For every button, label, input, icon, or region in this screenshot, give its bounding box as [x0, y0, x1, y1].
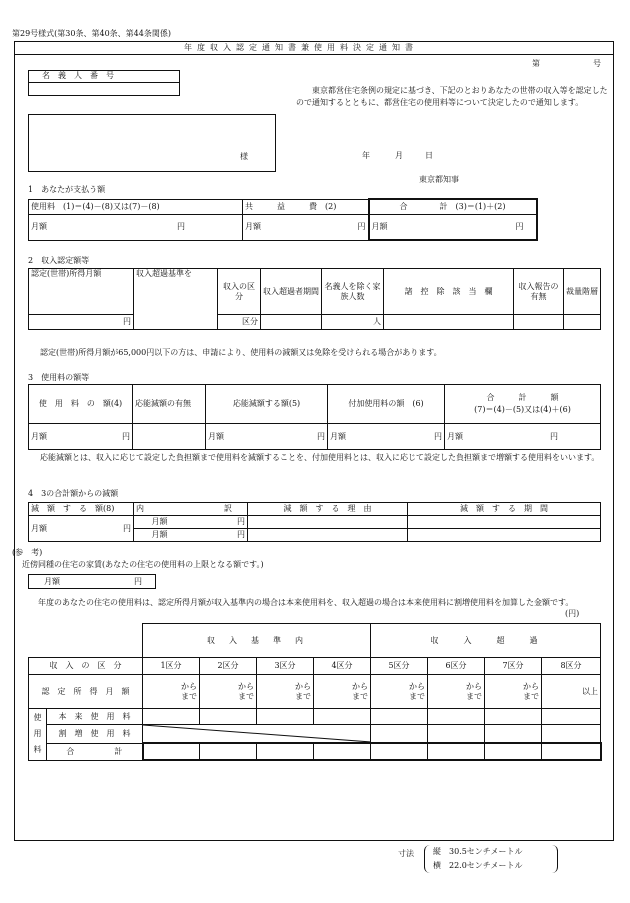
rt-k6: 6区分: [428, 658, 485, 675]
s3-h2: 応能減額の有無: [133, 385, 206, 424]
number-dai: 第: [532, 59, 540, 68]
s3-month3: 月額: [208, 431, 224, 441]
rt-r2c5: [371, 725, 428, 744]
s3-yen4: 円: [434, 431, 442, 441]
rt-made6: まで: [466, 691, 482, 701]
s3-month1: 月額: [31, 431, 47, 441]
rt-k4: 4区分: [314, 658, 371, 675]
s1-month2: 月額: [245, 222, 261, 232]
s4-sp2: [134, 529, 150, 542]
rt-r1c1: [143, 709, 200, 725]
rt-kara6: から: [466, 682, 482, 692]
s1-col1: 使用料 (1)＝(4)－(8)又は(7)－(8): [29, 199, 243, 214]
rt-r3c4: [314, 743, 371, 760]
rt-group1: 収 入 基 準 内: [143, 624, 371, 658]
rt-row-kubun: 収 入 の 区 分: [29, 658, 143, 675]
s3-yen1: 円: [122, 431, 130, 441]
s1-total-cell: [369, 214, 537, 240]
s2-h4: 収入超過者期間: [261, 269, 322, 315]
s4-p2: [408, 529, 601, 542]
s2-h6: 諸 控 除 該 当 欄: [384, 269, 514, 315]
s2-h7: 収入報告の有無: [514, 269, 564, 315]
rt-s5: [371, 675, 428, 709]
rt-k3: 3区分: [257, 658, 314, 675]
s2-h2: 収入超過基準を: [134, 269, 218, 330]
s3-v1: [29, 424, 133, 450]
intro-text: 東京都営住宅条例の規定に基づき、下記のとおりあなたの世帯の収入等を認定したので通知するとともに、都営住宅の使用料等について決定したので通知します。: [296, 86, 608, 107]
rt-kara2: から: [238, 682, 254, 692]
s4-h2: 内 訳: [134, 503, 248, 516]
s1-fee-cell: [29, 214, 243, 240]
s3-h3: 応能減額する額(5): [206, 385, 328, 424]
s4-heading: 4 3の合計額からの減額: [28, 489, 119, 498]
s4-month2: 月額: [151, 530, 168, 540]
rt-s8: 以上: [542, 675, 601, 709]
rt-r3c2: [200, 743, 257, 760]
rt-r1c8: [542, 709, 601, 725]
s3-h5a: 合 計 額: [486, 393, 559, 402]
page-title: 年度収入認定通知書兼使用料決定通知書: [184, 43, 418, 52]
s3-h1: 使 用 料 の 額(4): [29, 385, 133, 424]
s1-yen3: 円: [515, 222, 524, 232]
s4-p1: [408, 516, 601, 529]
rt-k8: 8区分: [542, 658, 601, 675]
rt-r2c7: [485, 725, 542, 744]
ref-line: 近傍同種の住宅の家賃(あなたの住宅の使用料の上限となる額です。): [22, 560, 264, 569]
rt-kara1: から: [181, 682, 197, 692]
s4-month1: 月額: [151, 517, 168, 527]
s4-yen1: 円: [237, 517, 245, 527]
s3-yen5: 円: [550, 431, 558, 441]
rt-r2: 割 増 使 用 料: [47, 725, 143, 744]
rt-made5: まで: [409, 691, 425, 701]
s2-h1: 認定(世帯)所得月額: [29, 269, 134, 315]
rt-r3: 合 計: [47, 743, 143, 760]
rt-k5: 5区分: [371, 658, 428, 675]
diagonal-strike: [143, 725, 371, 742]
s3-month4: 月額: [330, 431, 346, 441]
s3-v2: [133, 424, 206, 450]
size-label: 寸法: [398, 849, 414, 858]
rt-s7: [485, 675, 542, 709]
s2-h5: 名義人を除く家族人数: [322, 269, 384, 315]
s4-r2: [248, 529, 408, 542]
rt-r1c3: [257, 709, 314, 725]
rt-side: 使用料: [29, 709, 47, 761]
s3-table: [28, 384, 601, 450]
s4-h4: 減 額 す る 期 間: [408, 503, 601, 516]
title-rule: [14, 54, 614, 55]
s4-d2: [150, 529, 248, 542]
s2-v-nin: 人: [322, 315, 384, 330]
s2-heading: 2 収入認定額等: [28, 256, 90, 265]
rt-r3c5: [371, 743, 428, 760]
rt-r1c5: [371, 709, 428, 725]
s1-heading: 1 あなたが支払う額: [28, 185, 106, 194]
s4-r1: [248, 516, 408, 529]
sama-label: 様: [240, 152, 248, 161]
s2-v-report: [514, 315, 564, 330]
rt-k1: 1区分: [143, 658, 200, 675]
size-w: 横 22.0センチメートル: [433, 861, 523, 870]
date-year: 年: [362, 151, 370, 160]
rt-k2: 2区分: [200, 658, 257, 675]
rt-r3c6: [428, 743, 485, 760]
s2-h3: 収入の区分: [218, 269, 261, 315]
s2-v-deduct: [384, 315, 514, 330]
rt-k7: 7区分: [485, 658, 542, 675]
s1-col3: 合 計 (3)＝(1)＋(2): [369, 199, 537, 214]
s1-yen2: 円: [357, 222, 366, 232]
date-day: 日: [425, 151, 433, 160]
s3-h5: [445, 385, 601, 424]
rt-kara5: から: [409, 682, 425, 692]
rt-s1: [143, 675, 200, 709]
s3-h4: 付加使用料の額 (6): [328, 385, 445, 424]
ref-yen: 円: [134, 577, 142, 586]
s3-v4: [328, 424, 445, 450]
rt-r2c6: [428, 725, 485, 744]
s4-v1: [29, 516, 134, 542]
s4-h1: 減 額 す る 額(8): [29, 503, 134, 516]
s2-v-period: [261, 315, 322, 330]
s1-month3: 月額: [371, 222, 388, 232]
rt-row-shotoku: 認 定 所 得 月 額: [29, 675, 143, 709]
s1-month: 月額: [31, 222, 47, 232]
rt-r1: 本 来 使 用 料: [47, 709, 143, 725]
form-number: 第29号様式(第30条、第40条、第44条関係): [12, 29, 171, 38]
note2: 応能減額とは、収入に応じて設定した負担額まで使用料を減額することを、付加使用料とは、収入に応じて設定した負担額まで増額する使用料をいいます。: [40, 453, 600, 462]
s1-yen: 円: [177, 222, 185, 232]
name-number-label: 名 義 人 番 号: [42, 71, 114, 80]
ref-para: 年度のあなたの住宅の使用料は、認定所得月額が収入基準内の場合は本来使用料を、収入超過の場合は本来使用料に割増使用料を加算した金額です。: [38, 598, 574, 607]
rt-r3c8: [542, 743, 601, 760]
s2-table: [28, 268, 601, 330]
rt-blank: [29, 624, 143, 658]
rt-made3: まで: [295, 691, 311, 701]
date-month: 月: [395, 151, 403, 160]
s3-v3: [206, 424, 328, 450]
s2-v-kubun: 区分: [218, 315, 261, 330]
rt-r1c2: [200, 709, 257, 725]
s4-yen2: 円: [237, 530, 245, 540]
rt-r1c6: [428, 709, 485, 725]
addressee-box: [28, 114, 276, 172]
rt-s4: [314, 675, 371, 709]
rt-r1c7: [485, 709, 542, 725]
ref-month: 月額: [44, 577, 60, 586]
rt-made4: まで: [352, 691, 368, 701]
rt-group2: 収 入 超 過: [371, 624, 601, 658]
s3-yen3: 円: [317, 431, 325, 441]
rt-s3: [257, 675, 314, 709]
s2-v-class: [564, 315, 601, 330]
rt-s6: [428, 675, 485, 709]
s2-h8: 裁量階層: [564, 269, 601, 315]
rt-r3c7: [485, 743, 542, 760]
size-h: 縦 30.5センチメートル: [433, 847, 523, 856]
s1-col2: 共 益 費 (2): [243, 199, 369, 214]
rt-made7: まで: [523, 691, 539, 701]
rt-made1: まで: [181, 691, 197, 701]
s3-v5: [445, 424, 601, 450]
s4-h3: 減 額 す る 理 由: [248, 503, 408, 516]
s3-heading: 3 使用料の額等: [28, 373, 90, 382]
ref-table: [28, 623, 602, 761]
rt-r2-na: [143, 725, 371, 744]
s4-d1: [150, 516, 248, 529]
rt-r3c1: [143, 743, 200, 760]
s3-month5: 月額: [447, 431, 463, 441]
s4-table: [28, 502, 601, 542]
rt-kara3: から: [295, 682, 311, 692]
rt-made2: まで: [238, 691, 254, 701]
note1: 認定(世帯)所得月額が65,000円以下の方は、申請により、使用料の減額又は免除を受けられる場合があります。: [40, 348, 442, 357]
s1-table: [28, 198, 538, 241]
s1-common-cell: [243, 214, 369, 240]
rt-r3c3: [257, 743, 314, 760]
ref-unit: (円): [565, 609, 580, 618]
s2-v-yen: 円: [29, 315, 134, 330]
number-go: 号: [593, 59, 601, 68]
ref-label: (参 考): [12, 548, 43, 557]
name-number-rule: [28, 82, 180, 83]
rt-s2: [200, 675, 257, 709]
s4-yen0: 円: [123, 523, 131, 533]
rt-r2c8: [542, 725, 601, 744]
rt-kara7: から: [523, 682, 539, 692]
s4-month0: 月額: [31, 523, 47, 533]
s4-sp1: [134, 516, 150, 529]
rt-kara4: から: [352, 682, 368, 692]
rt-r1c4: [314, 709, 371, 725]
s3-h5b: (7)＝(4)－(5)又は(4)＋(6): [474, 405, 571, 414]
issuer: 東京都知事: [419, 175, 459, 184]
